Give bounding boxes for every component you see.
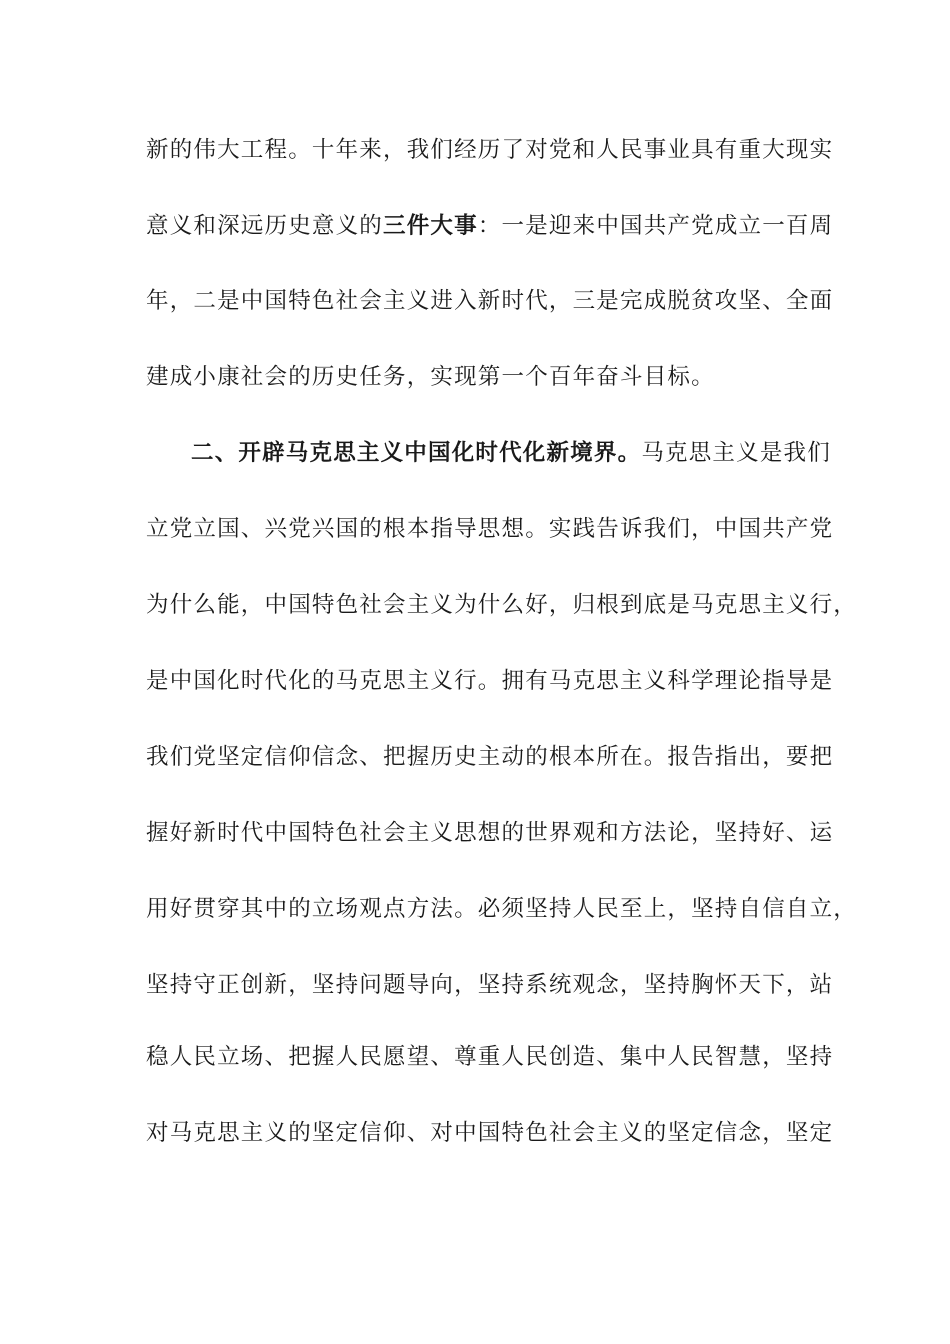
section-heading: 二、开辟马克思主义中国化时代化新境界。: [191, 440, 642, 466]
emphasis-three-major-events: 三件大事: [383, 213, 478, 239]
paragraph-2-line-3: 为什么能，中国特色社会主义为什么好，归根到底是马克思主义行，: [146, 592, 858, 618]
paragraph-1-line-2-post: ：一是迎来中国共产党成立一百周: [477, 213, 834, 239]
paragraph-1-line-1: 新的伟大工程。十年来，我们经历了对党和人民事业具有重大现实: [146, 137, 834, 163]
paragraph-1-line-4: 建成小康社会的历史任务，实现第一个百年奋斗目标。: [146, 364, 715, 390]
paragraph-2-line-4: 是中国化时代化的马克思主义行。拥有马克思主义科学理论指导是: [146, 668, 834, 694]
paragraph-2-line-2: 立党立国、兴党兴国的根本指导思想。实践告诉我们，中国共产党: [146, 516, 834, 542]
paragraph-2-line-9: 稳人民立场、把握人民愿望、尊重人民创造、集中人民智慧，坚持: [146, 1044, 834, 1070]
paragraph-2-line-6: 握好新时代中国特色社会主义思想的世界观和方法论，坚持好、运: [146, 820, 834, 846]
paragraph-1-line-2: [146, 211, 834, 241]
paragraph-2-line-8: 坚持守正创新，坚持问题导向，坚持系统观念，坚持胸怀天下，站: [146, 972, 834, 998]
paragraph-2-line-10: 对马克思主义的坚定信仰、对中国特色社会主义的坚定信念，坚定: [146, 1120, 834, 1146]
paragraph-1-line-3: 年，二是中国特色社会主义进入新时代，三是完成脱贫攻坚、全面: [146, 288, 834, 314]
paragraph-1-line-2-pre: 意义和深远历史意义的: [146, 213, 384, 239]
paragraph-2-line-1: [191, 438, 831, 468]
paragraph-2-line-5: 我们党坚定信仰信念、把握历史主动的根本所在。报告指出，要把: [146, 744, 834, 770]
paragraph-2-line-7: 用好贯穿其中的立场观点方法。必须坚持人民至上，坚持自信自立，: [146, 896, 858, 922]
paragraph-2-line-1-post: 马克思主义是我们: [641, 440, 831, 466]
